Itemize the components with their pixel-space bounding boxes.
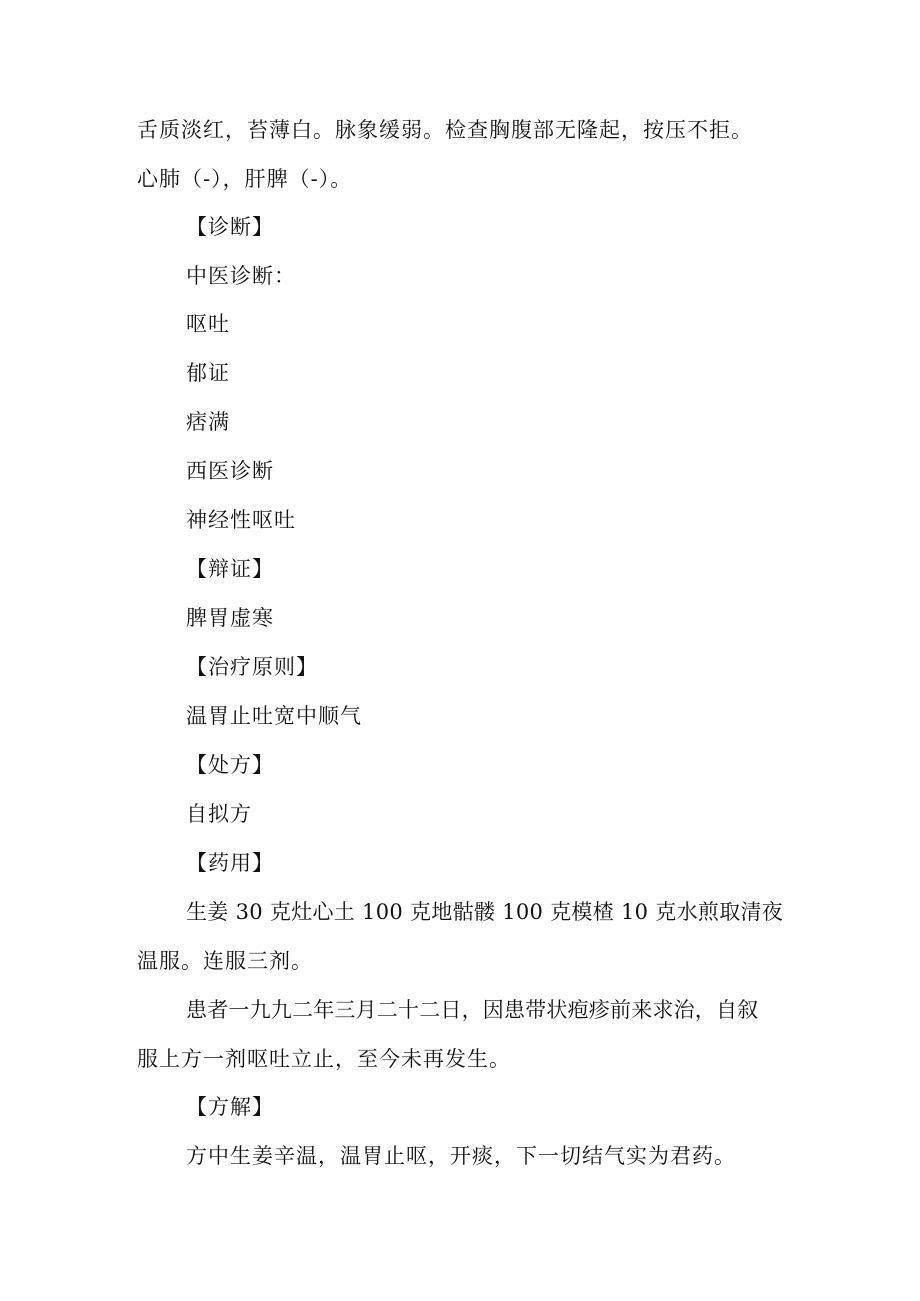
exam-text-line-2: 心肺（-），肝脾（-）。 (137, 167, 353, 191)
prescription-text: 自拟方 (186, 802, 252, 826)
tcm-diagnosis-item: 呕吐 (186, 312, 230, 336)
followup-line-2: 服上方一剂呕吐立止，至今未再发生。 (137, 1047, 511, 1071)
explanation-heading: 【方解】 (186, 1095, 274, 1119)
western-diagnosis: 神经性呕吐 (186, 508, 296, 532)
explanation-line-1: 方中生姜辛温，温胃止呕，开痰，下一切结气实为君药。 (186, 1144, 736, 1168)
syndrome-heading: 【辩证】 (186, 557, 274, 581)
tcm-diagnosis-item: 郁证 (186, 361, 230, 385)
medicine-heading: 【药用】 (186, 851, 274, 875)
syndrome-text: 脾胃虚寒 (186, 606, 274, 630)
principle-text: 温胃止吐宽中顺气 (186, 704, 362, 728)
medicine-line-1: 生姜 30 克灶心土 100 克地骷髅 100 克模楂 10 克水煎取清夜 (186, 900, 784, 924)
tcm-diagnosis-item: 痞满 (186, 410, 230, 434)
exam-text-line-1: 舌质淡红，苔薄白。脉象缓弱。检查胸腹部无隆起，按压不拒。 (137, 118, 753, 142)
followup-line-1: 患者一九九二年三月二十二日，因患带状疱疹前来求治，自叙 (186, 998, 759, 1022)
tcm-diagnosis-label: 中医诊断： (186, 264, 296, 288)
western-diagnosis-label: 西医诊断 (186, 459, 274, 483)
medicine-line-2: 温服。连服三剂。 (137, 949, 313, 973)
principle-heading: 【治疗原则】 (186, 655, 318, 679)
prescription-heading: 【处方】 (186, 753, 274, 777)
diagnosis-heading: 【诊断】 (186, 215, 274, 239)
